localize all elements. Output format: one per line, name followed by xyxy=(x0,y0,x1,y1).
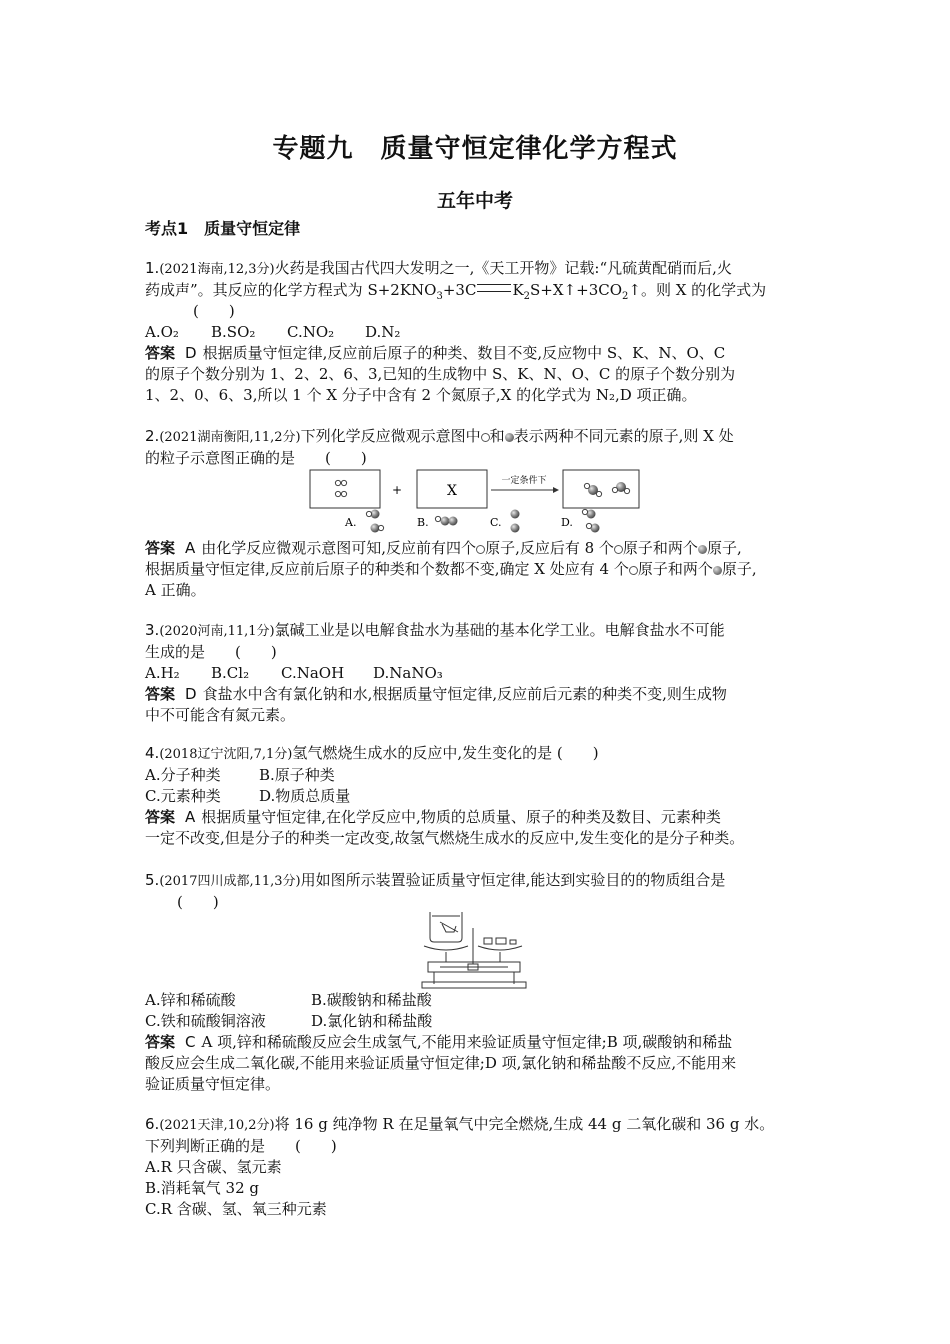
answer-explanation: 的原子个数分别为 1、2、2、6、3,已知的生成物中 S、K、N、O、C 的原子个数分别为 xyxy=(145,365,736,383)
unknown-x-label: X xyxy=(447,483,457,499)
option-d: D.物质总质量 xyxy=(259,787,351,805)
question-stem: 和 xyxy=(489,427,505,445)
question-number: 6. xyxy=(145,1115,160,1133)
question-stem: 氢气燃烧生成水的反应中,发生变化的是 ( ) xyxy=(292,744,599,762)
question-5 xyxy=(145,870,810,913)
options xyxy=(145,786,810,807)
option-a: A.O₂ xyxy=(145,323,179,341)
options xyxy=(145,1011,810,1032)
answer-label: 答案 xyxy=(145,539,176,557)
answer-explanation: 原子,反应后有 8 个 xyxy=(485,539,614,557)
option-b: B.碳酸钠和稀盐酸 xyxy=(311,991,432,1009)
answer-explanation: A 正确。 xyxy=(145,581,206,599)
small-atom-pair xyxy=(335,480,346,496)
answer-explanation: 中不可能含有氮元素。 xyxy=(145,706,296,724)
options xyxy=(145,663,810,684)
option-c: C.NO₂ xyxy=(287,323,335,341)
question-source: (2021湖南衡阳,11,2分) xyxy=(159,430,301,445)
equation-text: S+X↑+3CO xyxy=(530,281,623,299)
question-2 xyxy=(145,426,810,469)
answer-explanation: 由化学反应微观示意图可知,反应前有四个 xyxy=(201,539,477,557)
answer-explanation: 食盐水中含有氯化钠和水,根据质量守恒定律,反应前后元素的种类不变,则生成物 xyxy=(202,685,727,703)
question-6 xyxy=(145,1114,810,1220)
question-1: 1.(2021海南,12,3分)火药是我国古代四大发明之一,《天工开物》记载:“凡硫黄配硝而后,火 药成声”。其反应的化学方程式为 $S+2KNO_3+3C$ $K_2S+X↑+3CO_2↑$。则 X 的化学式为 ( ) A.O₂ B.SO₂ C.NO₂ D.N₂ 答案 D 根据质量守恒定律,反应前后原子的种类、数目不变,反应物中 S、K、N、O、C 的原子个数分别为 1、2、2、6、3,已知的生成物中 S、K、N、O、C 的原子个数分别为 1、2、0、6、3,所以 1 个 X 分子中含有 2 个氮原子,X 的化学式为 N₂,D 项正确。 xyxy=(145,258,810,406)
answer-label: 答案 xyxy=(145,1033,176,1051)
question-number: 4. xyxy=(145,744,160,762)
option-b: B.Cl₂ xyxy=(211,664,250,682)
balance-scale-figure xyxy=(418,908,530,990)
options xyxy=(145,990,810,1011)
options xyxy=(145,765,810,786)
answer-explanation: 验证质量守恒定律。 xyxy=(145,1075,281,1093)
option-b: B.消耗氧气 32 g xyxy=(145,1179,260,1197)
question-source: (2021天津,10,2分) xyxy=(159,1118,275,1133)
question-stem: 下列化学反应微观示意图中 xyxy=(300,427,481,445)
answer-key: D xyxy=(185,344,197,362)
option-a-particles xyxy=(366,510,383,533)
reaction-diagram xyxy=(305,466,645,538)
option-c: C.R 含碳、氢、氧三种元素 xyxy=(145,1200,327,1218)
question-number: 1. xyxy=(145,259,160,277)
question-4 xyxy=(145,743,810,849)
answer-bracket: ( ) xyxy=(177,893,219,911)
left-pan xyxy=(424,946,468,950)
equation-text: 药成声”。其反应的化学方程式为 S+2KNO xyxy=(145,281,437,299)
question-source: (2021海南,12,3分) xyxy=(159,262,275,277)
reaction-condition: 一定条件下 xyxy=(501,476,547,486)
answer-explanation: 一定不改变,但是分子的种类一定改变,故氢气燃烧生成水的反应中,发生变化的是分子种类。 xyxy=(145,829,745,847)
answer-explanation: 根据质量守恒定律,反应前后原子的种类和个数都不变,确定 X 处应有 4 个 xyxy=(145,560,629,578)
page-subtitle: 五年中考 xyxy=(436,190,513,212)
section-heading: 考点1 质量守恒定律 xyxy=(145,219,301,238)
large-atom-icon xyxy=(698,545,707,554)
small-atom-icon xyxy=(476,545,485,554)
large-atom-icon xyxy=(713,566,722,575)
question-source: (2017四川成都,11,3分) xyxy=(159,874,301,889)
answer-label: 答案 xyxy=(145,344,176,362)
answer-explanation: 原子和两个 xyxy=(637,560,713,578)
options xyxy=(145,322,810,343)
answer-explanation: 酸反应会生成二氧化碳,不能用来验证质量守恒定律;D 项,氯化钠和稀盐酸不反应,不能用来 xyxy=(145,1054,737,1072)
plus-sign: + xyxy=(391,483,403,497)
option-c: C.元素种类 xyxy=(145,787,221,805)
small-atom-icon xyxy=(629,566,638,575)
question-number: 2. xyxy=(145,427,160,445)
option-b-particles xyxy=(435,516,457,525)
answer-key: A xyxy=(185,808,196,826)
water-molecule xyxy=(584,482,629,497)
option-d: D.NaNO₃ xyxy=(373,664,443,682)
option-c: C.NaOH xyxy=(281,664,345,682)
figure-option-d: D. xyxy=(561,516,573,529)
option-b: B.原子种类 xyxy=(259,766,335,784)
equation-text: +3C xyxy=(442,281,477,299)
answer-explanation: 根据质量守恒定律,反应前后原子的种类、数目不变,反应物中 S、K、N、O、C xyxy=(202,344,726,362)
option-a: A.锌和稀硫酸 xyxy=(145,991,236,1009)
question-stem: 下列判断正确的是 ( ) xyxy=(145,1137,337,1155)
equals-sign xyxy=(477,284,511,292)
answer-explanation: 原子和两个 xyxy=(622,539,698,557)
question-number: 5. xyxy=(145,871,160,889)
figure-option-c: C. xyxy=(490,516,502,529)
question-stem: 将 16 g 纯净物 R 在足量氧气中完全燃烧,生成 44 g 二氧化碳和 36 g 水。 xyxy=(274,1115,775,1133)
equation-text: K xyxy=(512,281,524,299)
question-2-answer xyxy=(145,538,810,601)
answer-explanation: 根据质量守恒定律,在化学反应中,物质的总质量、原子的种类及数目、元素种类 xyxy=(201,808,721,826)
question-number: 3. xyxy=(145,621,160,639)
figure-option-b: B. xyxy=(417,516,429,529)
answer-key: D xyxy=(185,685,197,703)
answer-label: 答案 xyxy=(145,808,176,826)
question-stem: 的粒子示意图正确的是 ( ) xyxy=(145,449,367,467)
answer-key: C xyxy=(185,1033,196,1051)
figure-option-a: A. xyxy=(345,516,357,529)
answer-explanation: A 项,锌和稀硫酸反应会生成氢气,不能用来验证质量守恒定律;B 项,碳酸钠和稀盐 xyxy=(201,1033,733,1051)
answer-key: A xyxy=(185,539,196,557)
question-stem: 生成的是 ( ) xyxy=(145,643,277,661)
equation-text: ↑。则 X 的化学式为 xyxy=(628,281,767,299)
option-b: B.SO₂ xyxy=(211,323,256,341)
option-d: D.N₂ xyxy=(365,323,401,341)
question-stem: 火药是我国古代四大发明之一,《天工开物》记载:“凡硫黄配硝而后,火 xyxy=(274,259,732,277)
answer-bracket: ( ) xyxy=(193,302,235,320)
answer-explanation: 1、2、0、6、3,所以 1 个 X 分子中含有 2 个氮原子,X 的化学式为 N₂,D 项正确。 xyxy=(145,386,697,404)
question-stem: 氯碱工业是以电解食盐水为基础的基本化学工业。电解食盐水不可能 xyxy=(274,621,725,639)
small-atom-icon xyxy=(614,545,623,554)
question-5-options xyxy=(145,990,810,1095)
reactant-box xyxy=(310,470,380,508)
right-pan xyxy=(478,946,522,950)
question-source: (2020河南,11,1分) xyxy=(159,624,275,639)
option-a: A.分子种类 xyxy=(145,766,221,784)
question-stem: 表示两种不同元素的原子,则 X 处 xyxy=(513,427,734,445)
answer-label: 答案 xyxy=(145,685,176,703)
option-c: C.铁和硫酸铜溶液 xyxy=(145,1012,266,1030)
arrow-head-icon xyxy=(553,487,559,493)
option-a: A.R 只含碳、氢元素 xyxy=(145,1158,282,1176)
large-atom-icon xyxy=(505,433,514,442)
answer-explanation: 原子, xyxy=(706,539,742,557)
answer-explanation: 原子, xyxy=(721,560,757,578)
question-3 xyxy=(145,620,810,726)
question-stem: 用如图所示装置验证质量守恒定律,能达到实验目的的物质组合是 xyxy=(300,871,726,889)
option-c-particles xyxy=(511,510,520,533)
option-a: A.H₂ xyxy=(145,664,180,682)
page-title: 专题九 质量守恒定律化学方程式 xyxy=(272,134,678,164)
small-atom-icon xyxy=(481,433,490,442)
option-d: D.氯化钠和稀盐酸 xyxy=(311,1012,433,1030)
option-d-particles xyxy=(582,509,599,532)
question-source: (2018辽宁沈阳,7,1分) xyxy=(159,747,293,762)
